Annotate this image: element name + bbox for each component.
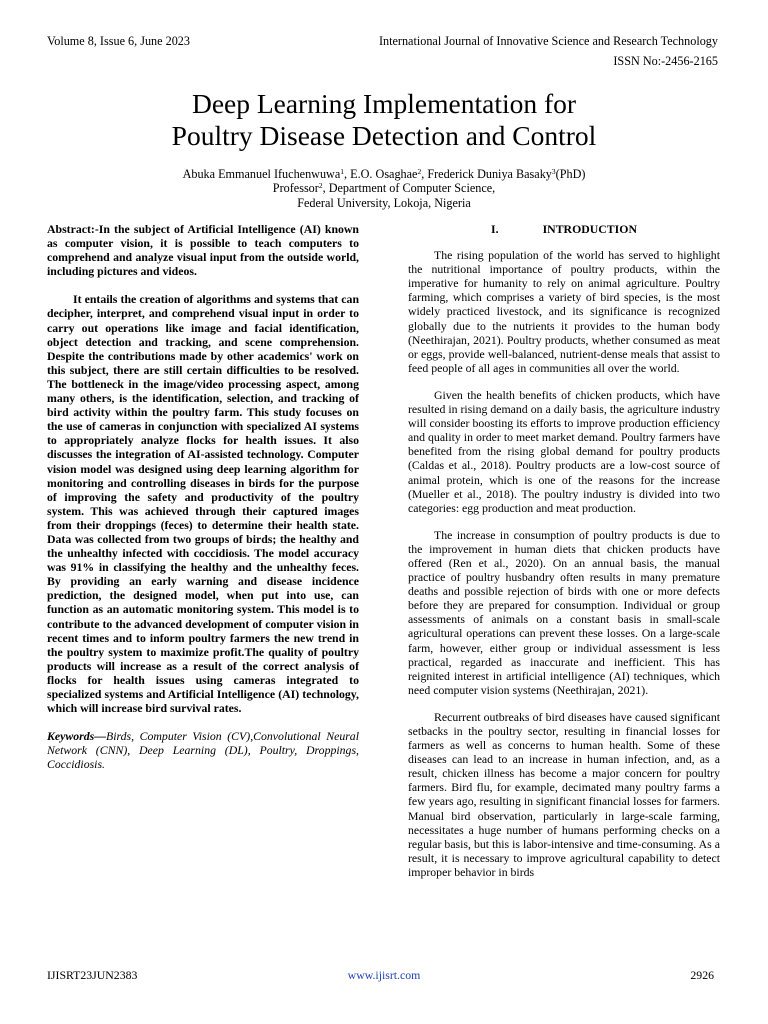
section-heading-introduction: [408, 222, 720, 236]
author-3-name: , Frederick Duniya Basaky: [421, 167, 552, 181]
issn-header: ISSN No:-2456-2165: [613, 54, 718, 68]
section-title: INTRODUCTION: [542, 222, 637, 236]
page-number: 2926: [690, 968, 714, 982]
keywords: [47, 729, 359, 771]
section-number: I.: [491, 222, 499, 236]
intro-paragraph-4: Recurrent outbreaks of bird diseases have caused significant setbacks in the poultry sector, resulting in financial losses for farmers as well as concerns to human health. Some of these diseases can lead to an increase in human infection, and, as a result, chicken illness has become a major concern for poultry farmers. Bird flu, for example, decimated many poultry farms a few years ago, resulting in significant financial losses for farmers. Manual bird observation, particularly in large-scale farming, necessitates a huge number of humans performing checks on a regular basis, but this is labor-intensive and time-consuming. As a result, it is necessary to improve agricultural capability to detect improper behavior in birds: [408, 709, 720, 879]
intro-paragraph-2: Given the health benefits of chicken products, which have resulted in rising demand on a daily basis, the agriculture industry will consider boosting its efforts to improve production efficiency and quality in order to meet market demand. Poultry farmers have benefited from the rising global demand for poultry products (Caldas et al., 2018). Poultry products are a low-cost source of animal protein, which is one of the reasons for the increase (Mueller et al., 2018). The poultry industry is divided into two categories: egg production and meat production.: [408, 387, 720, 515]
author-1-name: Abuka Emmanuel Ifuchenwuwa: [182, 167, 341, 181]
author-names: [0, 167, 768, 181]
author-1-affil: 1: [340, 167, 345, 176]
university: Federal University, Lokoja, Nigeria: [297, 195, 471, 210]
author-2-name: , E.O. Osaghae: [344, 167, 418, 181]
right-column: [408, 222, 720, 892]
abstract-body: It entails the creation of algorithms and systems that can decipher, interpret, and comprehend visual input in order to carry out operations like image and facial identification, object detection and tracking, and scene comprehension. Despite the contributions made by other academics' work on this subject, there are still certain difficulties to be resolved. The bottleneck in the image/video processing aspect, among many others, is the identification, selection, and tracking of bird activity within the poultry farm. This study focuses on the use of cameras in conjunction with specialized AI systems to appropriately analyze flocks for health issues. It also discusses the integration of AI-assisted technology. Computer vision model was designed using deep learning algorithm for monitoring and controlling diseases in birds for the purpose of improving the safety and productivity of the poultry system. This was achieved through their captured images from their droppings (feces) to determine their health state. Data was collected from two groups of birds; the healthy and the unhealthy infected with coccidiosis. The model accuracy was 91% in classifying the healthy and the unhealthy feces. By providing an early warning and disease incidence prediction, the designed model, when put into use, can function as an automatic monitoring system. This model is to contribute to the advanced development of computer vision in recent times and to inform poultry farmers the new trend in the poultry system to maximize profit.The quality of poultry products will increase as a result of the correct analysis of flocks for health issues using cameras integrated to specialized systems and Artificial Intelligence (AI) technology, which will increase bird survival rates.: [47, 292, 359, 716]
author-block: [0, 167, 768, 210]
author-3-title: (PhD): [555, 167, 586, 181]
paper-code: IJISRT23JUN2383: [47, 968, 138, 982]
intro-paragraph-1: The rising population of the world has served to highlight the nutritional importance of poultry products, within the imperative for humanity to rely on animal agriculture. Poultry farming, which comprises a variety of bird species, is the most widely practiced livestock, and its significance is recognized globally due to the nutrients it provides to the human body (Neethirajan, 2021). Poultry products, whether consumed as meat or eggs, provide well-balanced, nutrient-dense meals that assist to feed people of all ages in communities all over the world.: [408, 248, 720, 375]
title-line-1: Deep Learning Implementation for: [191, 88, 577, 119]
intro-paragraph-3: The increase in consumption of poultry products is due to the improvement in human diets that chicken products have offered (Ren et al., 2020). On an annual basis, the manual practice of poultry husbandry often results in many premature deaths and possible rejection of birds with one or more defects before they are prepared for consumption. Individual or group assessments of animals on a constant basis in small-scale agricultural operations can prevent these losses. On a large-scale farm, however, either group or individual assessment is less practical, regarded as inaccurate and inefficient. This has reignited interest in artificial intelligence (AI) techniques, which need computer vision systems (Neethirajan, 2021).: [408, 527, 720, 697]
paper-title: [0, 88, 768, 152]
keywords-label: Keywords—: [47, 729, 106, 744]
professor-affil: 2: [318, 181, 323, 191]
author-3-affil: 3: [551, 167, 556, 176]
abstract-text: Abstract:-In the subject of Artificial Intelligence (AI) known as computer vision, it is possible to teach computers to comprehend and analyze visual input from the outside world, including pictures and videos.: [47, 222, 359, 279]
left-column: [47, 222, 359, 771]
professor-label: Professor: [272, 181, 319, 196]
affiliation-line: [0, 181, 768, 195]
author-2-affil: 2: [417, 167, 422, 176]
title-line-2: Poultry Disease Detection and Control: [171, 120, 597, 151]
keywords-list: Birds, Computer Vision (CV),Convolutional Neural Network (CNN), Deep Learning (DL), Poultry, Droppings, Coccidiosis.: [47, 729, 359, 772]
journal-name-header: International Journal of Innovative Science and Research Technology: [378, 34, 718, 48]
journal-website-link[interactable]: www.ijisrt.com: [347, 968, 421, 982]
volume-issue-header: Volume 8, Issue 6, June 2023: [47, 34, 190, 48]
department: , Department of Computer Science,: [322, 181, 496, 196]
